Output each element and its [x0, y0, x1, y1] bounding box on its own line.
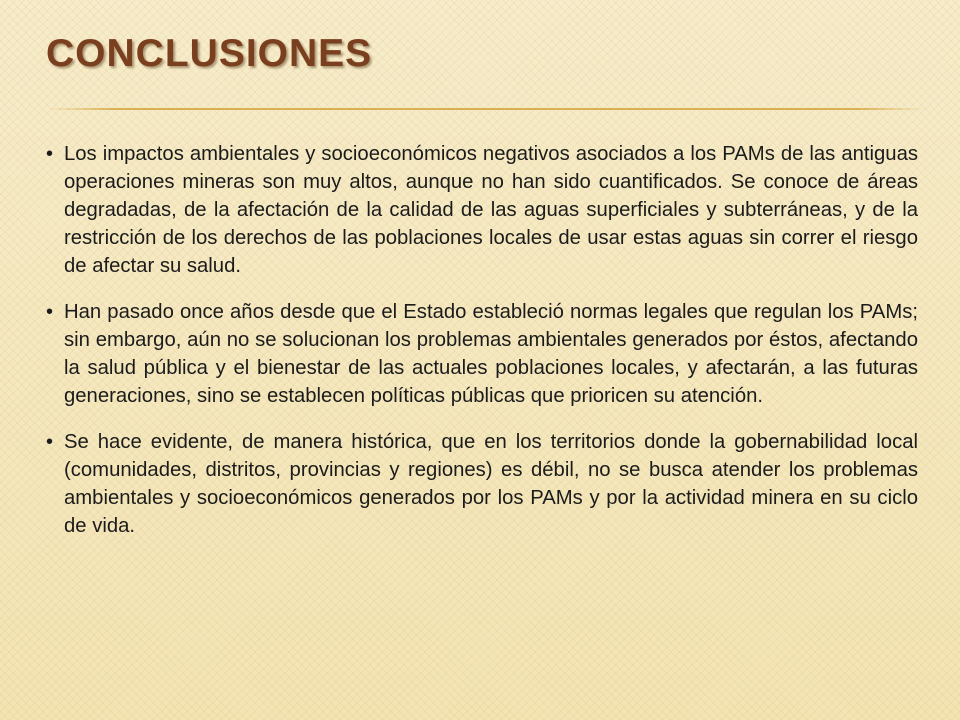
title-divider: [46, 108, 926, 110]
bullet-icon: •: [46, 301, 54, 323]
bullet-item: [44, 298, 918, 410]
bullet-icon: •: [46, 143, 54, 165]
bullet-icon: •: [46, 431, 54, 453]
slide-title: CONCLUSIONES: [46, 32, 373, 75]
bullet-item: [44, 140, 918, 280]
bullet-text: Se hace evidente, de manera histórica, que en los territorios donde la gobernabilidad local (comunidades, distritos, provincias y regiones) es débil, no se busca atender los problemas ambientales y socioeconómicos generados por los PAMs y por la actividad minera en su ciclo de vida.: [64, 431, 918, 537]
bullet-list: [44, 140, 918, 558]
bullet-item: [44, 428, 918, 540]
bullet-text: Han pasado once años desde que el Estado estableció normas legales que regulan los PAMs; sin embargo, aún no se solucionan los problemas ambientales generados por éstos, afectando la salud pública y el bienestar de las actuales poblaciones locales, y afectarán, a las futuras generaciones, sino se establecen políticas públicas que prioricen su atención.: [64, 301, 918, 407]
bullet-text: Los impactos ambientales y socioeconómicos negativos asociados a los PAMs de las antiguas operaciones mineras son muy altos, aunque no han sido cuantificados. Se conoce de áreas degradadas, de la afectación de la calidad de las aguas superficiales y subterráneas, y de la restricción de los derechos de las poblaciones locales de usar estas aguas sin correr el riesgo de afectar su salud.: [64, 143, 918, 277]
